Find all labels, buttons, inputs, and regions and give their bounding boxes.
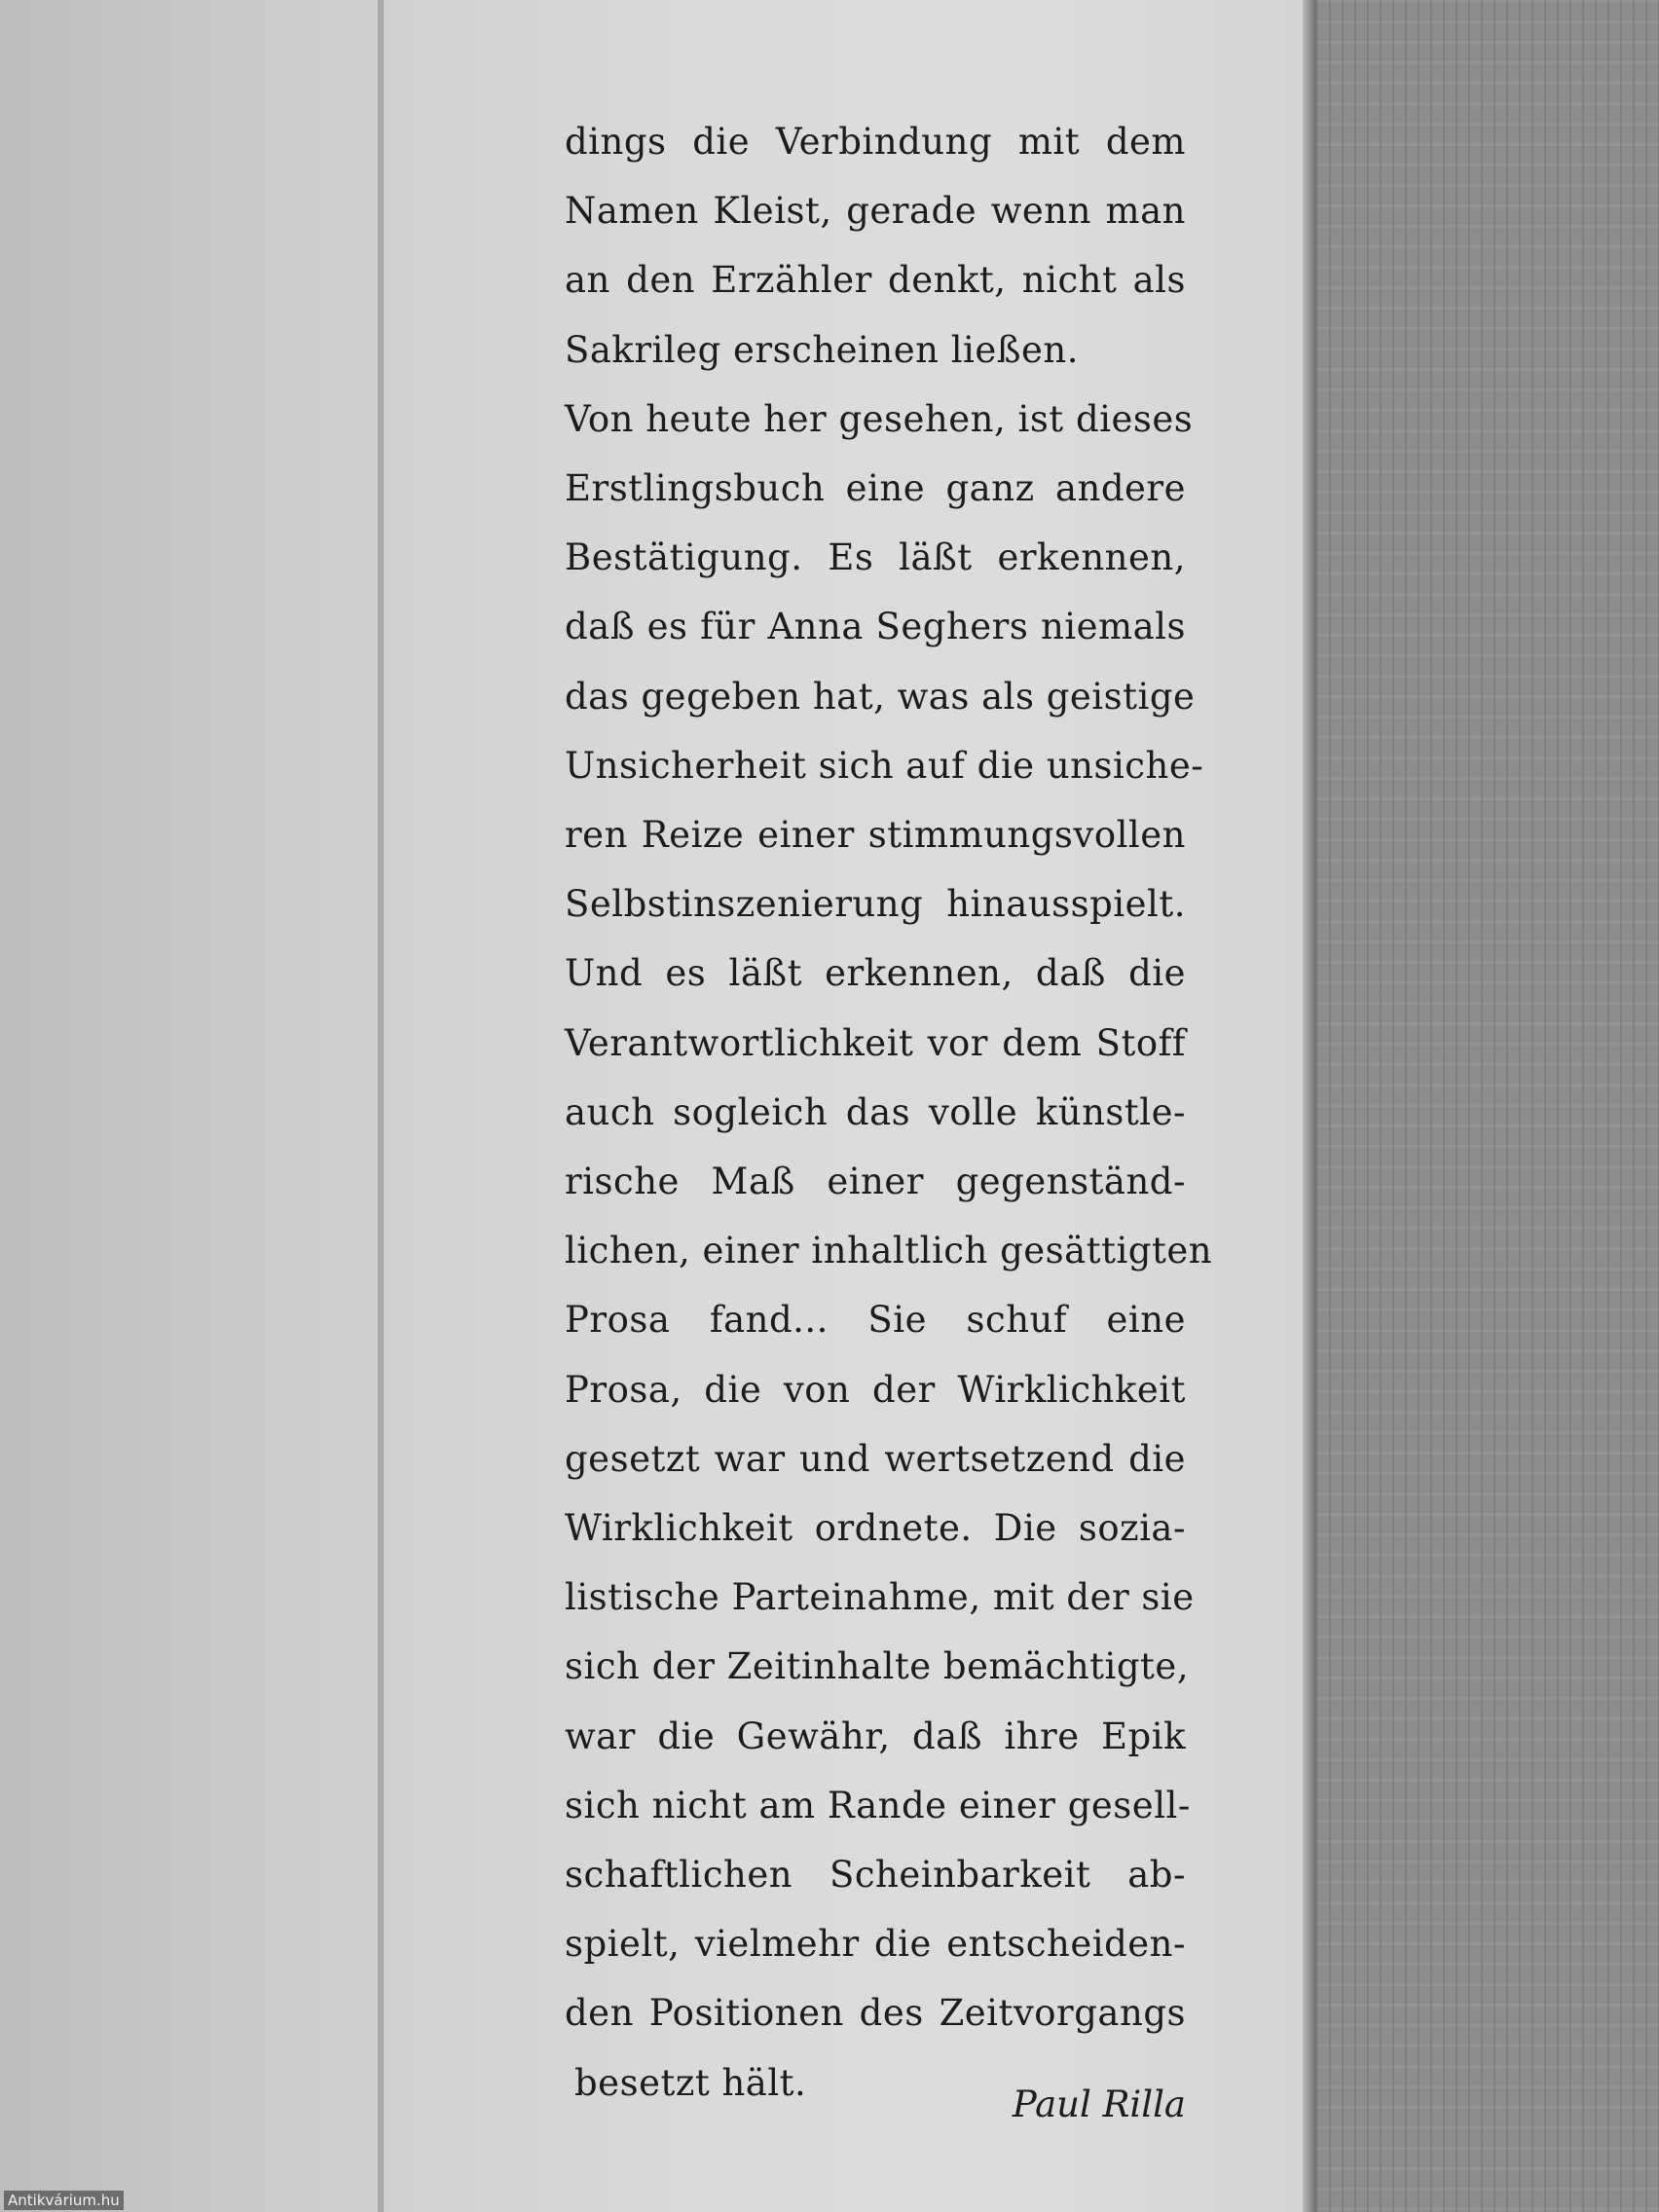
text-line: den Positionen des Zeitvorgangs <box>565 1992 1186 2035</box>
text-line: Namen Kleist, gerade wenn man <box>565 190 1186 233</box>
left-page <box>0 0 382 2212</box>
text-line: Erstlingsbuch eine ganz andere <box>565 467 1186 510</box>
text-line: Prosa, die von der Wirklichkeit <box>565 1368 1186 1411</box>
author-signature: Paul Rilla <box>1012 2083 1186 2125</box>
text-line: Prosa fand... Sie schuf eine <box>565 1299 1186 1342</box>
text-line: Wirklichkeit ordnete. Die sozia- <box>565 1507 1186 1550</box>
text-line: daß es für Anna Seghers niemals <box>565 606 1186 648</box>
text-line: dings die Verbindung mit dem <box>565 121 1186 163</box>
text-line: Verantwortlichkeit vor dem Stoff <box>565 1021 1186 1064</box>
watermark: Antikvárium.hu <box>4 2191 124 2210</box>
flap-shadow <box>1303 0 1316 2212</box>
text-line: sich der Zeitinhalte bemächtigte, <box>565 1645 1190 1688</box>
text-line: listische Parteinahme, mit der sie <box>565 1576 1195 1619</box>
text-line: schaftlichen Scheinbarkeit ab- <box>565 1854 1186 1897</box>
text-line: Von heute her gesehen, ist dieses <box>565 397 1194 440</box>
text-line: sich nicht am Rande einer gesell- <box>565 1784 1191 1826</box>
text-line: gesetzt war und wertsetzend die <box>565 1437 1186 1480</box>
text-line: spielt, vielmehr die entscheiden- <box>565 1923 1186 1966</box>
text-line: Und es läßt erkennen, daß die <box>565 952 1186 995</box>
text-line: rische Maß einer gegenständ- <box>565 1161 1186 1203</box>
text-line: auch sogleich das volle künstle- <box>565 1090 1186 1133</box>
text-line: ren Reize einer stimmungsvollen <box>565 814 1186 857</box>
text-line: an den Erzähler denkt, nicht als <box>565 259 1186 302</box>
blurb-text <box>565 107 1213 2118</box>
text-line: das gegeben hat, was als geistige <box>565 675 1196 718</box>
text-line: besetzt hält. <box>574 2061 807 2104</box>
text-line: lichen, einer inhaltlich gesättigten <box>565 1230 1213 1272</box>
text-line: Bestätigung. Es läßt erkennen, <box>565 536 1186 579</box>
text-line: Sakrileg erscheinen ließen. <box>565 328 1079 371</box>
text-line: Unsicherheit sich auf die unsiche- <box>565 744 1204 787</box>
text-line: war die Gewähr, daß ihre Epik <box>565 1714 1186 1757</box>
book-cover-texture <box>1316 0 1659 2212</box>
text-line: Selbstinszenierung hinausspielt. <box>565 883 1186 926</box>
